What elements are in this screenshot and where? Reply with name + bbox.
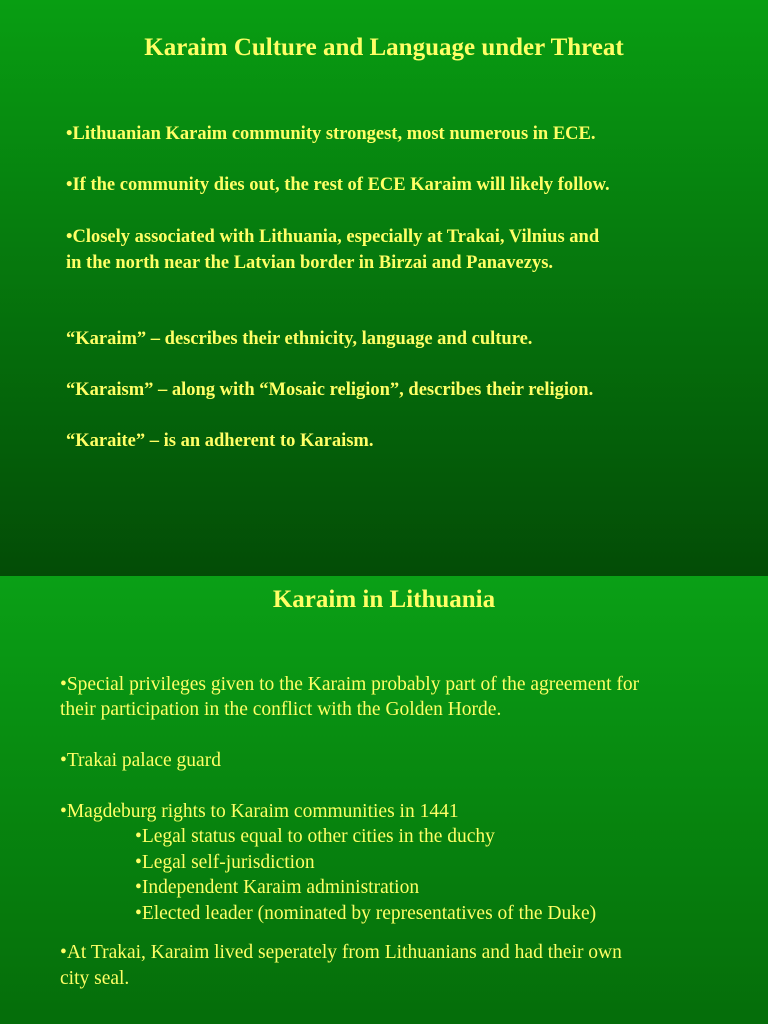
slide-karaim-lithuania [0, 576, 768, 1024]
slide1-def-karaim: “Karaim” – describes their ethnicity, language and culture. [66, 329, 533, 349]
slide1-bullet-community: •Lithuanian Karaim community strongest, most numerous in ECE. [66, 124, 596, 144]
slide1-def-karaism: “Karaism” – along with “Mosaic religion”, describes their religion. [66, 380, 594, 400]
slide2-bullet-privileges-line2: their participation in the conflict with the Golden Horde. [60, 699, 502, 720]
slide1-bullet-lithuania-line2: in the north near the Latvian border in Birzai and Panavezys. [66, 253, 554, 273]
slide2-title: Karaim in Lithuania [272, 586, 496, 613]
slide2-bullet-trakai-line1: •At Trakai, Karaim lived seperately from Lithuanians and had their own [60, 942, 622, 963]
slide1-def-karaite: “Karaite” – is an adherent to Karaism. [66, 431, 374, 451]
slide2-bullet-privileges-line1: •Special privileges given to the Karaim probably part of the agreement for [60, 674, 640, 695]
slide2-sub-legal-status: •Legal status equal to other cities in the duchy [135, 826, 495, 847]
slide2-bullet-magdeburg: •Magdeburg rights to Karaim communities in 1441 [60, 801, 459, 822]
slide1-title: Karaim Culture and Language under Threat [144, 34, 624, 61]
slide2-bullet-palace-guard: •Trakai palace guard [60, 750, 221, 771]
slide1-bullet-dies-out: •If the community dies out, the rest of ECE Karaim will likely follow. [66, 175, 610, 195]
slide2-sub-administration: •Independent Karaim administration [135, 877, 420, 898]
slide2-sub-elected-leader: •Elected leader (nominated by representatives of the Duke) [135, 903, 597, 924]
slide2-sub-self-jurisdiction: •Legal self-jurisdiction [135, 852, 315, 873]
slide2-bullet-trakai-line2: city seal. [60, 968, 130, 989]
slide1-bullet-lithuania-line1: •Closely associated with Lithuania, especially at Trakai, Vilnius and [66, 227, 600, 247]
